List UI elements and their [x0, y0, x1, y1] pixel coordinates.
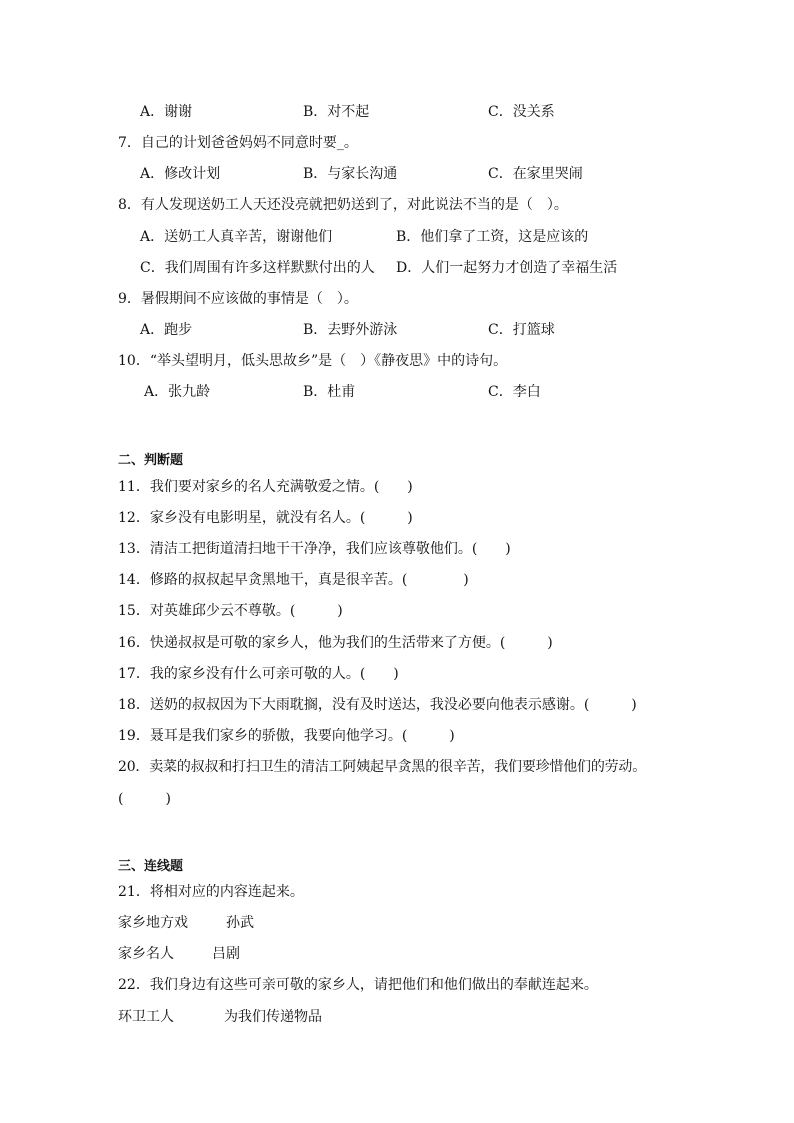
- q8-stem: 8．有人发现送奶工人天还没亮就把奶送到了，对此说法不当的是（ ）。: [118, 197, 568, 213]
- q21-left-item: 家乡名人: [118, 946, 174, 962]
- q6-option-a: A．谢谢: [140, 104, 193, 120]
- q8-option-d: D．人们一起努力才创造了幸福生活: [396, 260, 618, 276]
- q22-stem: 22．我们身边有这些可亲可敬的家乡人，请把他们和他们做出的奉献连起来。: [118, 977, 598, 993]
- q7-stem: 7．自己的计划爸爸妈妈不同意时要_。: [118, 135, 358, 151]
- judgment-item: 20．卖菜的叔叔和打扫卫生的清洁工阿姨起早贪黑的很辛苦，我们要珍惜他们的劳动。: [118, 759, 647, 775]
- q6-option-b: B．对不起: [303, 104, 370, 120]
- q6-option-c: C．没关系: [488, 104, 555, 120]
- q22-right-item: 为我们传递物品: [224, 1009, 322, 1025]
- q10-option-a: A．张九龄: [144, 384, 211, 400]
- judgment-item: 17．我的家乡没有什么可亲可敬的人。( ): [118, 666, 399, 682]
- q7-option-c: C．在家里哭闹: [488, 166, 583, 182]
- q22-left-item: 环卫工人: [118, 1009, 174, 1025]
- q7-option-b: B．与家长沟通: [303, 166, 398, 182]
- q8-option-c: C．我们周围有许多这样默默付出的人: [140, 260, 375, 276]
- judgment-item: 19．聂耳是我们家乡的骄傲，我要向他学习。( ): [118, 728, 455, 744]
- q8-option-b: B．他们拿了工资，这是应该的: [396, 229, 589, 245]
- section-title-matching: 三、连线题: [118, 859, 184, 874]
- judgment-item: 15．对英雄邱少云不尊敬。( ): [118, 603, 343, 619]
- q9-option-a: A．跑步: [140, 322, 193, 338]
- q21-right-item: 孙武: [226, 915, 254, 931]
- q9-option-c: C．打篮球: [488, 322, 555, 338]
- q21-stem: 21．将相对应的内容连起来。: [118, 884, 304, 900]
- q8-option-a: A．送奶工人真辛苦，谢谢他们: [140, 229, 333, 245]
- q10-option-c: C．李白: [488, 384, 541, 400]
- q7-option-a: A．修改计划: [140, 166, 221, 182]
- q21-left-item: 家乡地方戏: [118, 915, 188, 931]
- section-title-judgment: 二、判断题: [118, 453, 184, 468]
- judgment-item: 13．清洁工把街道清扫地干干净净，我们应该尊敬他们。( ): [118, 541, 511, 557]
- judgment-item: 12．家乡没有电影明星，就没有名人。( ): [118, 510, 413, 526]
- judgment-item: 16．快递叔叔是可敬的家乡人，他为我们的生活带来了方便。( ): [118, 635, 553, 651]
- q9-option-b: B．去野外游泳: [303, 322, 398, 338]
- judgment-item: 18．送奶的叔叔因为下大雨耽搁，没有及时送达，我没必要向他表示感谢。( ): [118, 697, 637, 713]
- q9-stem: 9．暑假期间不应该做的事情是（ ）。: [118, 291, 358, 307]
- judgment-item: 11．我们要对家乡的名人充满敬爱之情。( ): [118, 479, 413, 495]
- q21-right-item: 吕剧: [212, 946, 240, 962]
- q10-option-b: B．杜甫: [303, 384, 356, 400]
- judgment-q20-blank: ( ): [118, 791, 171, 807]
- judgment-item: 14．修路的叔叔起早贪黑地干，真是很辛苦。( ): [118, 572, 469, 588]
- q10-stem: 10．“举头望明月，低头思故乡”是（ ）《静夜思》中的诗句。: [118, 353, 508, 369]
